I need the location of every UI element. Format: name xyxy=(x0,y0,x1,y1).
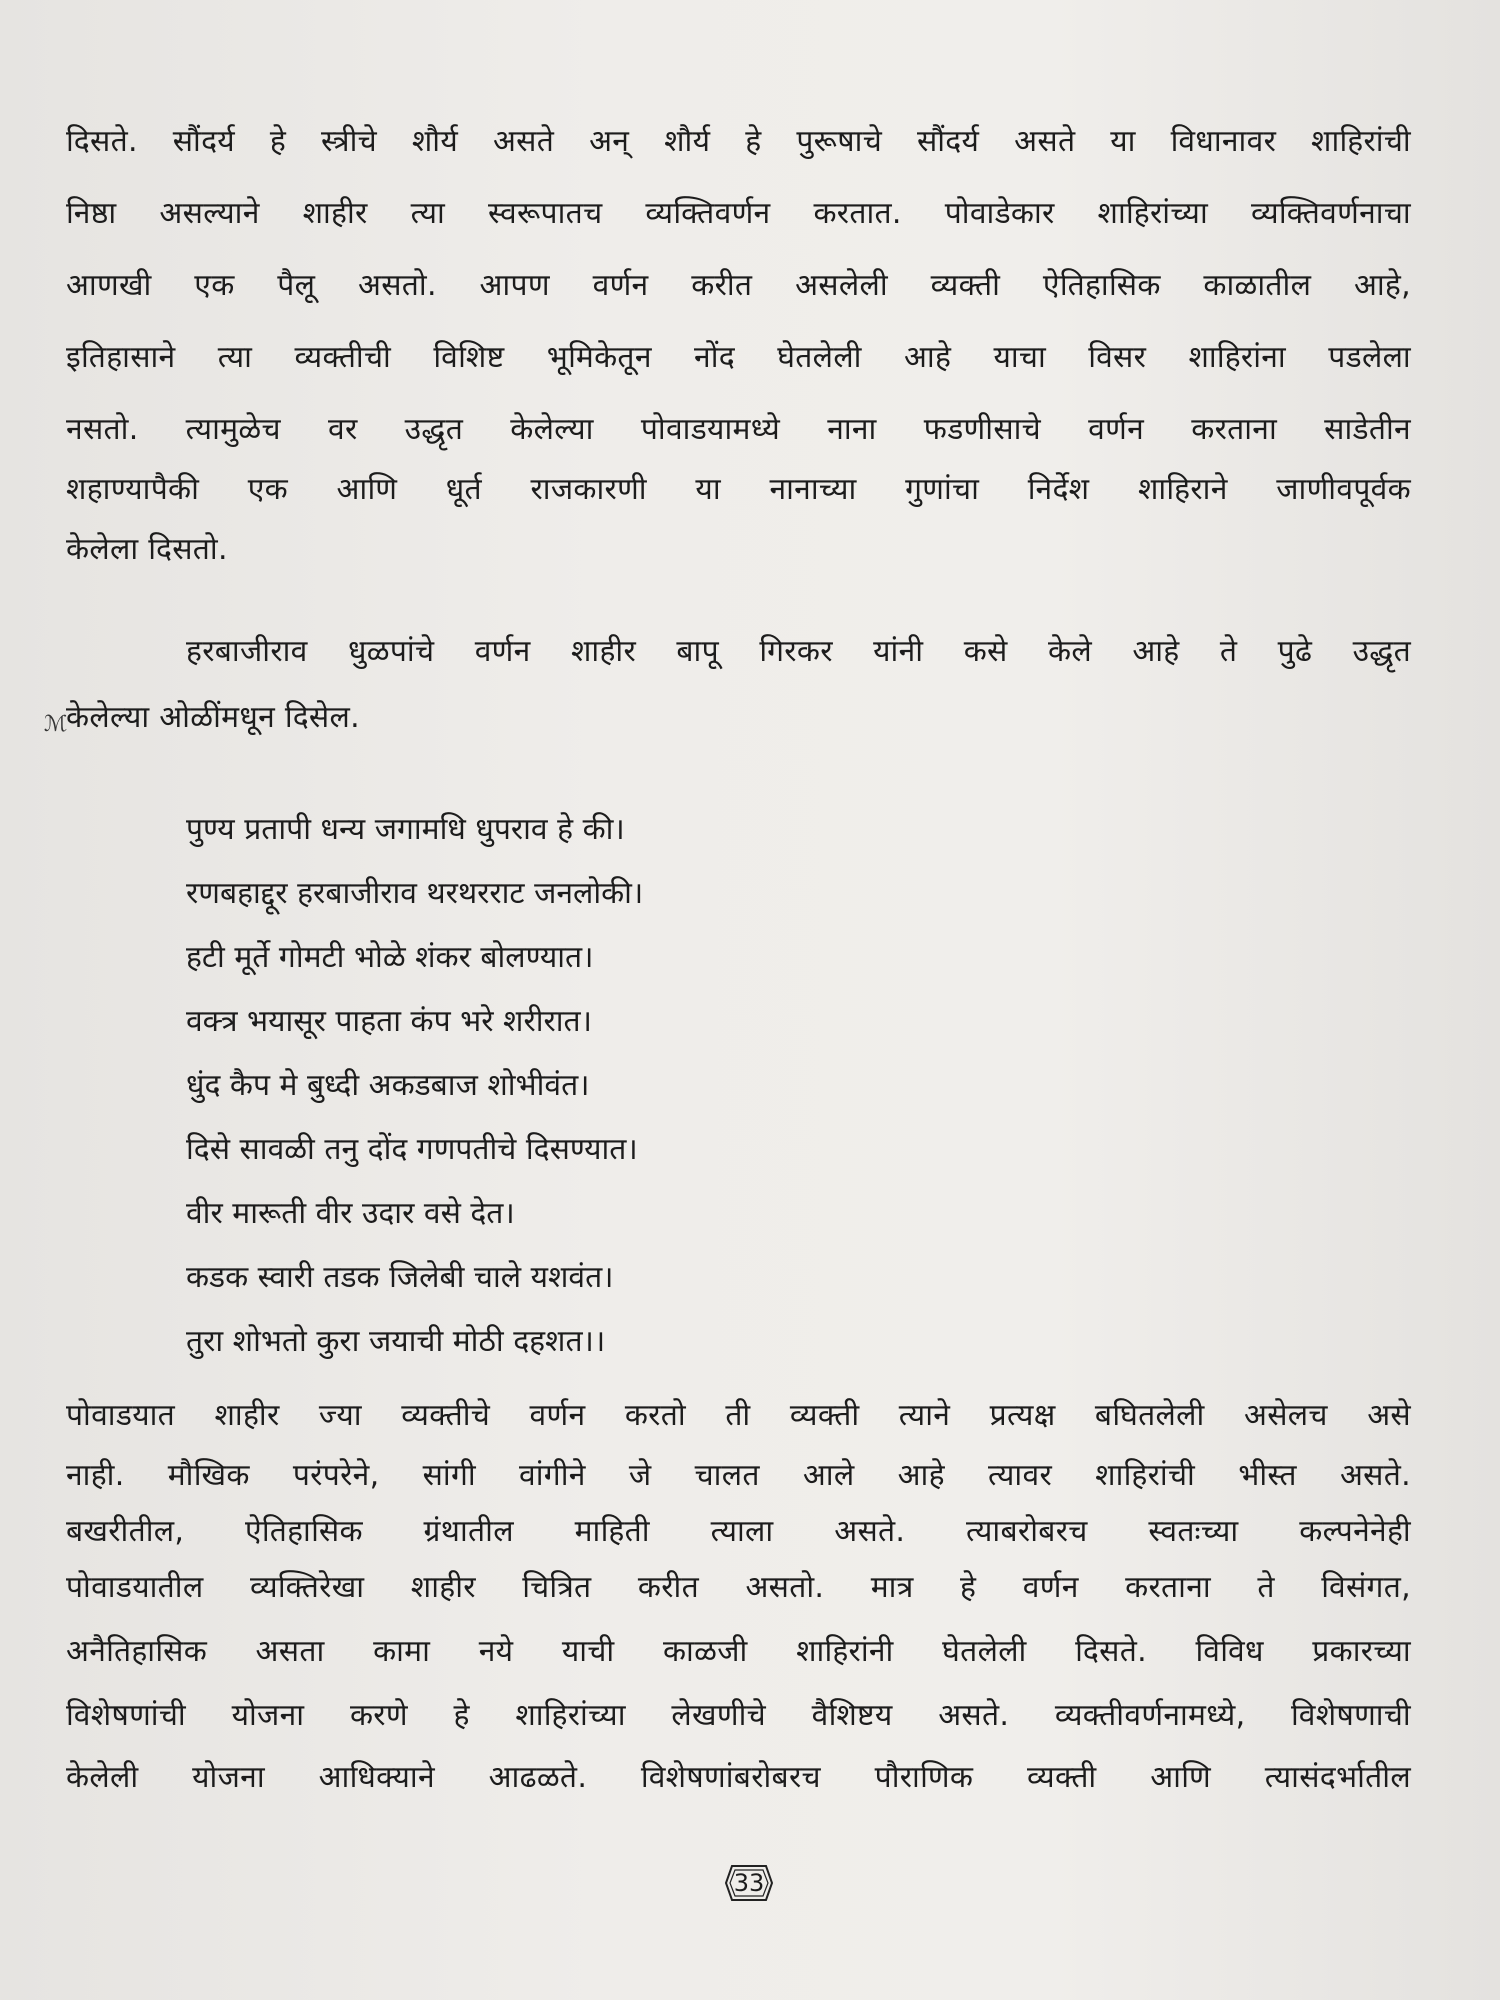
paragraph-3-line: पोवाडयातील व्यक्तिरेखा शाहीर चित्रित करीत असतो. मात्र हे वर्णन करताना ते विसंगत, xyxy=(66,1570,1411,1605)
paragraph-2-line: हरबाजीराव धुळपांचे वर्णन शाहीर बापू गिरकर यांनी कसे केले आहे ते पुढे उद्धृत xyxy=(186,634,1411,669)
paragraph-1-line: नसतो. त्यामुळेच वर उद्धृत केलेल्या पोवाडयामध्ये नाना फडणीसाचे वर्णन करताना साडेतीन xyxy=(66,412,1411,447)
paragraph-1-line: दिसते. सौंदर्य हे स्त्रीचे शौर्य असते अन् शौर्य हे पुरूषाचे सौंदर्य असते या विधानावर शाहिरांची xyxy=(66,124,1411,159)
paragraph-1-line: केलेला दिसतो. xyxy=(66,532,228,567)
verse-line: वक्त्र भयासूर पाहता कंप भरे शरीरात। xyxy=(186,1004,593,1039)
verse-line: दिसे सावळी तनु दोंद गणपतीचे दिसण्यात। xyxy=(186,1132,638,1167)
verse-line: रणबहाद्दूर हरबाजीराव थरथरराट जनलोकी। xyxy=(186,876,644,911)
paragraph-3-line: बखरीतील, ऐतिहासिक ग्रंथातील माहिती त्याला असते. त्याबरोबरच स्वतःच्या कल्पनेनेही xyxy=(66,1514,1411,1549)
paragraph-1-line: इतिहासाने त्या व्यक्तीची विशिष्ट भूमिकेतून नोंद घेतलेली आहे याचा विसर शाहिरांना पडलेला xyxy=(66,340,1411,375)
paragraph-1-line: आणखी एक पैलू असतो. आपण वर्णन करीत असलेली व्यक्ती ऐतिहासिक काळातील आहे, xyxy=(66,268,1411,303)
paragraph-1-line: निष्ठा असल्याने शाहीर त्या स्वरूपातच व्यक्तिवर्णन करतात. पोवाडेकार शाहिरांच्या व्यक्तिवर्णनाचा xyxy=(66,196,1411,231)
verse-line: पुण्य प्रतापी धन्य जगामधि धुपराव हे की। xyxy=(186,812,625,847)
verse-line: तुरा शोभतो कुरा जयाची मोठी दहशत।। xyxy=(186,1324,606,1359)
page-number-text: 33 xyxy=(733,1869,765,1897)
paragraph-2-line: केलेल्या ओळींमधून दिसेल. xyxy=(66,700,360,735)
verse-line: हटी मूर्ते गोमटी भोळे शंकर बोलण्यात। xyxy=(186,940,594,975)
paragraph-3-line: नाही. मौखिक परंपरेने, सांगी वांगीने जे चालत आले आहे त्यावर शाहिरांची भीस्त असते. xyxy=(66,1458,1411,1493)
paragraph-3-line: विशेषणांची योजना करणे हे शाहिरांच्या लेखणीचे वैशिष्टय असते. व्यक्तीवर्णनामध्ये, विशेषणाची xyxy=(66,1698,1411,1733)
paragraph-3-line: पोवाडयात शाहीर ज्या व्यक्तीचे वर्णन करतो ती व्यक्ती त्याने प्रत्यक्ष बघितलेली असेलच असे xyxy=(66,1398,1411,1433)
margin-mark: ℳ xyxy=(44,712,68,737)
verse-line: कडक स्वारी तडक जिलेबी चाले यशवंत। xyxy=(186,1260,614,1295)
paragraph-3-line: अनैतिहासिक असता कामा नये याची काळजी शाहिरांनी घेतलेली दिसते. विविध प्रकारच्या xyxy=(66,1634,1411,1669)
verse-line: वीर मारूती वीर उदार वसे देत। xyxy=(186,1196,515,1231)
verse-line: धुंद कैप मे बुध्दी अकडबाज शोभीवंत। xyxy=(186,1068,590,1103)
paragraph-3-line: केलेली योजना आधिक्याने आढळते. विशेषणांबरोबरच पौराणिक व्यक्ती आणि त्यासंदर्भातील xyxy=(66,1760,1411,1795)
page-number xyxy=(720,1862,778,1904)
paragraph-1-line: शहाण्यापैकी एक आणि धूर्त राजकारणी या नानाच्या गुणांचा निर्देश शाहिराने जाणीवपूर्वक xyxy=(66,472,1411,507)
